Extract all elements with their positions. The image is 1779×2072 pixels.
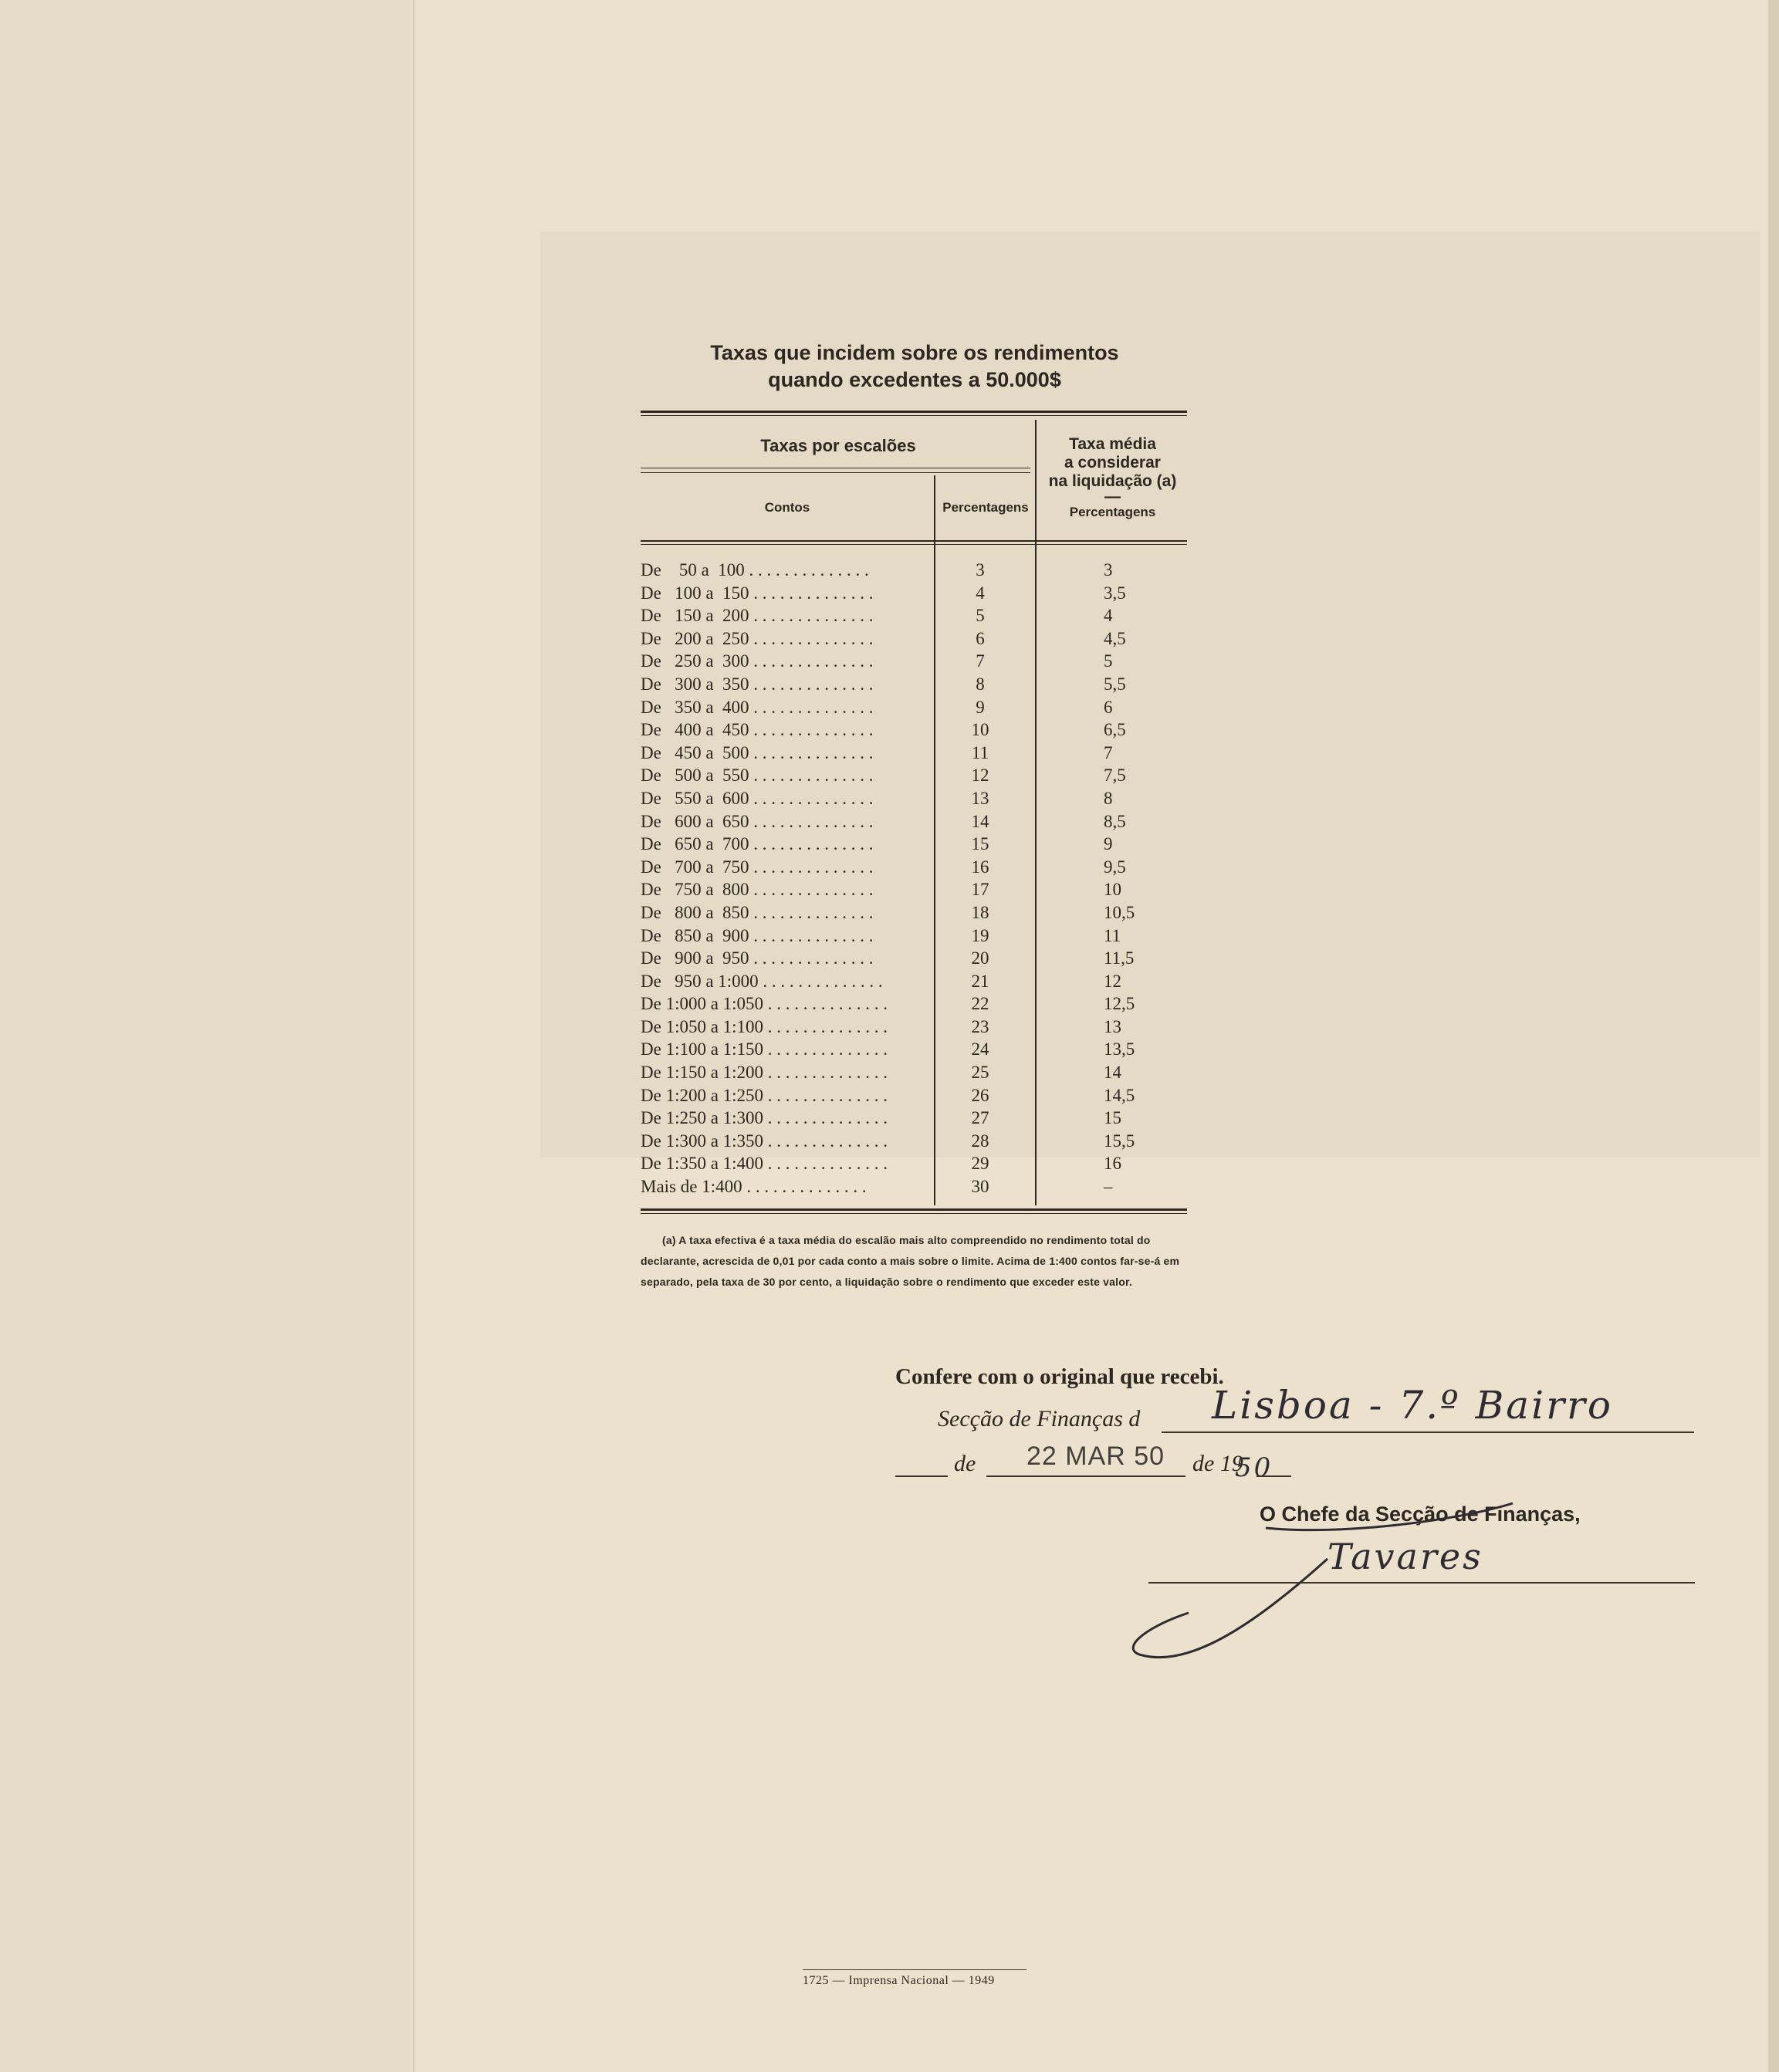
table-row [641,1016,1187,1039]
row-percentagem: 17 [971,880,989,900]
table-row [641,627,1187,651]
row-taxa-media: 6,5 [1104,720,1126,740]
row-range: De 250 a 300 . . . . . . . . . . . . . . [641,651,874,671]
footer-text: 1725 — Imprensa Nacional — 1949 [803,1974,995,1987]
row-range: De 350 a 400 . . . . . . . . . . . . . . [641,697,874,717]
row-percentagem: 20 [971,948,989,968]
table-row [641,901,1187,924]
date-year-label: de 19 [1192,1451,1243,1476]
row-percentagem: 15 [971,834,989,854]
title-line-2: quando excedentes a 50.000$ [768,368,1061,391]
row-taxa-media: 10,5 [1104,902,1135,922]
row-taxa-media: 7,5 [1104,766,1126,786]
row-taxa-media: 8,5 [1104,811,1126,831]
table-row [641,718,1187,742]
row-range: De 150 a 200 . . . . . . . . . . . . . . [641,606,874,626]
row-range: De 1:350 a 1:400 . . . . . . . . . . . . . . [641,1154,888,1174]
row-range: De 1:250 a 1:300 . . . . . . . . . . . . . . [641,1108,888,1128]
footnote-text: (a) A taxa efectiva é a taxa média do escalão mais alto compreendido no rendimento total do declarante, acrescida de 0,01 por cada conto a mais sobre o limite. Acima de 1:400 contos far-se-á em separado, pela taxa de 30 por cento, a liquidação sobre o rendimento que exceder este valor. [641,1234,1180,1288]
row-range: De 100 a 150 . . . . . . . . . . . . . . [641,583,874,603]
header-percentagens: Percentagens [942,500,1029,515]
header-group-rule-2 [641,472,1030,473]
table-bottom-rule [641,1208,1187,1211]
paper-edge-right [1768,0,1779,2072]
row-taxa-media: 12,5 [1104,994,1135,1014]
row-percentagem: 24 [971,1039,989,1060]
row-range: De 550 a 600 . . . . . . . . . . . . . . [641,788,874,808]
document-title [641,340,1189,394]
table-row [641,833,1187,856]
table-row [641,878,1187,901]
table-row [641,1061,1187,1084]
row-percentagem: 26 [971,1085,989,1105]
row-range: De 1:000 a 1:050 . . . . . . . . . . . . . . [641,994,888,1014]
row-taxa-media: 15,5 [1104,1131,1135,1151]
table-row [641,787,1187,810]
row-taxa-media: – [1104,1177,1113,1197]
date-year-line [1256,1475,1291,1477]
row-range: De 450 a 500 . . . . . . . . . . . . . . [641,742,874,762]
row-range: De 900 a 950 . . . . . . . . . . . . . . [641,948,874,968]
header-contos: Contos [764,500,810,515]
table-row [641,559,1187,582]
table-row [641,856,1187,879]
header-taxa-media-dash: — [1104,488,1121,505]
row-range: De 600 a 650 . . . . . . . . . . . . . . [641,811,874,831]
row-taxa-media: 6 [1104,697,1113,717]
header-taxa-media-1: Taxa média [1069,435,1156,453]
table-row [641,924,1187,948]
row-percentagem: 28 [971,1131,989,1151]
row-taxa-media: 8 [1104,788,1113,808]
footnote [641,1230,1187,1293]
row-percentagem: 5 [976,606,985,626]
row-percentagem: 16 [971,857,989,877]
seccao-line [1162,1431,1694,1433]
confere-statement: Confere com o original que recebi. [895,1364,1224,1389]
row-percentagem: 6 [976,628,985,648]
row-range: De 800 a 850 . . . . . . . . . . . . . . [641,902,874,922]
header-bottom-rule-2 [641,544,1187,545]
row-range: De 500 a 550 . . . . . . . . . . . . . . [641,766,874,786]
row-taxa-media: 12 [1104,971,1121,991]
title-line-1: Taxas que incidem sobre os rendimentos [710,341,1119,364]
year-handwritten: 50 [1235,1452,1273,1483]
row-range: De 950 a 1:000 . . . . . . . . . . . . . . [641,971,883,991]
chefe-label: O Chefe da Secção de Finanças, [1260,1502,1581,1526]
row-taxa-media: 3 [1104,560,1113,580]
row-percentagem: 8 [976,674,985,694]
date-day-line [895,1475,948,1477]
table-row [641,1107,1187,1130]
header-taxa-media-2: a considerar [1064,454,1161,472]
row-percentagem: 25 [971,1063,989,1083]
row-percentagem: 18 [971,902,989,922]
table-row [641,650,1187,673]
table-row [641,764,1187,787]
table-top-rule [641,411,1187,413]
row-percentagem: 7 [976,651,985,671]
date-month-line [986,1475,1185,1477]
row-range: De 850 a 900 . . . . . . . . . . . . . . [641,925,874,945]
table-row [641,947,1187,970]
row-percentagem: 10 [971,720,989,740]
header-group-label: Taxas por escalões [760,436,916,455]
row-range: Mais de 1:400 . . . . . . . . . . . . . . [641,1177,867,1197]
row-range: De 700 a 750 . . . . . . . . . . . . . . [641,857,874,877]
printer-footer [803,1974,995,1988]
row-percentagem: 4 [976,583,985,603]
row-range: De 1:050 a 1:100 . . . . . . . . . . . . . . [641,1016,888,1036]
row-taxa-media: 5,5 [1104,674,1126,694]
table-row [641,1038,1187,1061]
row-percentagem: 12 [971,766,989,786]
footer-rule [803,1969,1026,1970]
header-taxa-media-3: na liquidação (a) [1048,472,1177,490]
table-row [641,1130,1187,1153]
row-percentagem: 23 [971,1016,989,1036]
row-percentagem: 11 [971,742,989,762]
row-range: De 1:150 a 1:200 . . . . . . . . . . . . . . [641,1063,888,1083]
row-range: De 650 a 700 . . . . . . . . . . . . . . [641,834,874,854]
row-percentagem: 13 [971,788,989,808]
header-bottom-rule [641,540,1187,542]
table-row [641,1152,1187,1175]
row-percentagem: 27 [971,1108,989,1128]
row-taxa-media: 4 [1104,606,1113,626]
row-percentagem: 30 [971,1177,989,1197]
table-row [641,810,1187,833]
table-row [641,696,1187,719]
row-percentagem: 3 [976,560,985,580]
table-row [641,742,1187,765]
table-row [641,1175,1187,1198]
table-row [641,1084,1187,1107]
row-taxa-media: 4,5 [1104,628,1126,648]
row-taxa-media: 14 [1104,1063,1121,1083]
row-range: De 300 a 350 . . . . . . . . . . . . . . [641,674,874,694]
row-taxa-media: 5 [1104,651,1113,671]
row-range: De 750 a 800 . . . . . . . . . . . . . . [641,880,874,900]
table-bottom-rule-2 [641,1213,1187,1214]
row-percentagem: 9 [976,697,985,717]
table-row [641,673,1187,696]
row-range: De 1:300 a 1:350 . . . . . . . . . . . . . . [641,1131,888,1151]
row-range: De 1:100 a 1:150 . . . . . . . . . . . . . . [641,1039,888,1060]
row-range: De 400 a 450 . . . . . . . . . . . . . . [641,720,874,740]
paper-fold-left [0,0,414,2072]
row-percentagem: 14 [971,811,989,831]
row-taxa-media: 9,5 [1104,857,1126,877]
date-stamp: 22 MAR 50 [1026,1442,1165,1471]
row-taxa-media: 7 [1104,742,1113,762]
header-taxa-media [1038,435,1187,522]
signature: Tavares [1327,1536,1483,1577]
row-taxa-media: 3,5 [1104,583,1126,603]
table-rows [641,559,1187,1198]
row-percentagem: 29 [971,1154,989,1174]
row-percentagem: 19 [971,925,989,945]
signature-line [1148,1582,1695,1584]
date-de-label: de [954,1451,976,1476]
row-taxa-media: 15 [1104,1108,1121,1128]
table-row [641,604,1187,627]
table-row [641,992,1187,1016]
table-row [641,970,1187,993]
row-taxa-media: 16 [1104,1154,1121,1174]
row-percentagem: 22 [971,994,989,1014]
row-taxa-media: 11,5 [1104,948,1135,968]
row-taxa-media: 10 [1104,880,1121,900]
table-row [641,582,1187,605]
row-range: De 1:200 a 1:250 . . . . . . . . . . . . . . [641,1085,888,1105]
row-range: De 50 a 100 . . . . . . . . . . . . . . [641,560,869,580]
seccao-label: Secção de Finanças d [938,1406,1141,1431]
row-taxa-media: 11 [1104,925,1121,945]
row-taxa-media: 13,5 [1104,1039,1135,1060]
row-range: De 200 a 250 . . . . . . . . . . . . . . [641,628,874,648]
table-top-rule-thin [641,415,1187,416]
signature-flourish [1096,1497,1528,1682]
row-taxa-media: 9 [1104,834,1113,854]
row-taxa-media: 14,5 [1104,1085,1135,1105]
row-taxa-media: 13 [1104,1016,1121,1036]
header-taxa-media-unit: Percentagens [1069,505,1156,519]
row-percentagem: 21 [971,971,989,991]
seccao-handwritten: Lisboa - 7.º Bairro [1212,1383,1614,1428]
